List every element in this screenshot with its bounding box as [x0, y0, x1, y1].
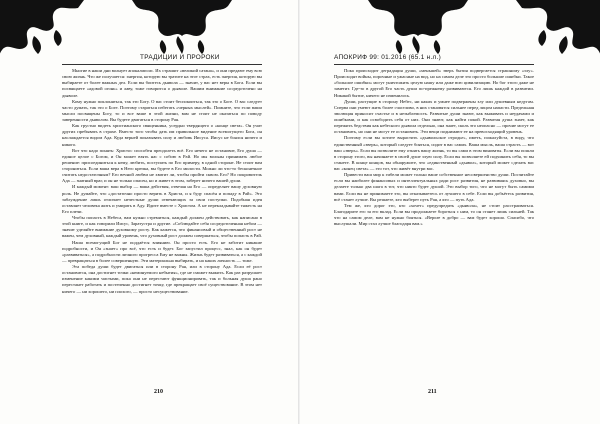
- paragraph: Кому нужно поклоняться, так это Богу. О вас стоит беспокоиться, так это о Боге. О вас следует часто думать, так это о Боге. Поэтому стараться избегать «черных мыслей». Помните, что если ваши мысли посвящены Богу, то и все ваше в этой жизни, вам не стоит не оказаться по поводу заверенности дьяволом. Вы будете двигаться в сторону Рая.: [62, 98, 262, 122]
- body-text: [62, 68, 262, 295]
- right-page: [300, 0, 600, 424]
- paragraph: Чтобы попасть в Небеса, вам нужно стремиться, каждый должен действовать, как написано в этой книге, и как говорили Иисус, Заратустра и другие. «Соблюдайте себя сосредоточенная небом — значит уделяйте внимание духовному росту. Как кажется, что финансовый и общественный рост не важен, чем духовный, каждый уровень, что духовный рост должен совершаться, чтобы попасть в Рай.: [62, 215, 262, 239]
- paragraph: Как грустно видеть христианского священника, усердно твердящего о «конце света». Он учит других пребывать в страхе. Вместо того чтобы дать им правильное видение всемогущего Бога, он наслаждается видом Ада. Куда верней показывать силу и любовь Иисуса. Иисус не боялся ничего и никого.: [62, 123, 262, 147]
- body-text: [334, 68, 534, 227]
- running-head: АПОКРИФ 99: 01.2016 (65.1 н.л.): [334, 54, 442, 61]
- paragraph: Души, растущие в сторону Небес, ни каких и умнее подвержены злу или душевным недугам. Сперва они умеют жить более счастливо, в них становятся сильнее перед лицом напасти. Предельная эволюция приносит счастье и в незыблемость. Развитые души знают, как выживать и неудачами и ошибками, и как освободить себя от них. Они знают, как найти покой. Развитая душа знает, как пережить бедствия как небесного дьявола отдельно, она знает, сколь это неопасно — прочие могут ее остановить, но они не могут ее остановить. Эти вещи поднимают ее на превосходящий уровень.: [334, 98, 534, 135]
- corner-ornament-left: [0, 0, 84, 62]
- header-rule: [334, 64, 534, 65]
- page-number: 210: [154, 389, 163, 395]
- center-ornament-right: [368, 0, 468, 62]
- paragraph: И каждый момент: ваш выбор — ваша действия, отвечая на Его — определяет вашу духовную роль. Не думайте, что «достаточно просто верить в Христа, и я буду спасён и попаду в Рай». Это заблуждение лишь отличает нечестные души отвечающих за свои поступки. Подобная идея оставляет человека жить и умирать в Аду. Идите вместе с Христом. А не перекладывайте тяжесть на Его плечи.: [62, 184, 262, 214]
- paragraph: Пока происходит деградация души, «меньшей» зверь бытия подвергается страшному «злу». Происходят войны, порочные и ужасные на вид, но на самом деле это просто большие ошибки. Такое «большое ошибки» могут уничтожить целую нашу или даже всю цивилизацию. Но бог этого даже не заметит. Где-то в другой Его часть души по-прежнему развиваются. Его лишь каждой в развитии. Никакой бытие, ничего не изменилось.: [334, 68, 534, 98]
- paragraph: Привести ваш мир к гибели может только ваше собственное несовершенство души. Посчитайте если вы наиболее финансовых и интеллектуальных ради рост развития, не развиваясь духовно, вы делаете только два шага в тот, что никто будет душой. Это выбор того, что не могут быть самими вами. Если вы не принимаете это, вы отказываетесь от лучшего в себе. Если вы добьётесь развития, всё станет лучше. Вы решаете, кто выберет путь Рая, а кто — путь Ада.: [334, 172, 534, 202]
- corner-ornament-right: [516, 0, 600, 62]
- center-ornament-left: [132, 0, 232, 62]
- paragraph: Наша всемогущий Бог не поддаётся влиянию. Он просто есть. Его не заботит никакие подробности, и Он «знает» про всё, что есть и будет. Бог запустил процесс, знал, как он будет «развиваться», а подробности личного прогресса Ему не важны. Жизнь будет развиваться, а с каждой — превращаться в более совершенную. Эти материальна выбирать, и на каких личность — тоже.: [62, 239, 262, 263]
- paragraph: Многие в наши дни волнует апокалипсис. Их страшит «великий сатана», и они предают ему всю свою жизнь. Что же получается: энергия, которую вы тратите на этот страх, есть энергия, которую вы выбираете от более важных дел. Если вы боитесь дьявола — значит, у вас нет веры в Бога. Если вы посвящаете «адовой огонь» и лаву, тоже говорится о дьяволе. Вашим внимание сосредоточено на дьяволе.: [62, 68, 263, 98]
- paragraph: Эта победа души будет двигаться или в сторону Рая, или в сторону Ада. Если её рост остановится, она достигнет точки «неминуемого небытия», где не сможет выжить. Как раз разрушает изменение какими чистыми, пока они не перестают функционировать, так и больная душа рано перестанет работать и постепенно достигнет точку, где прекращает своё существование. В этом нет ничего — ни хорошего, ни плохого, — просто несуществование.: [62, 264, 262, 294]
- paragraph: Поэтому если вы хотите вырастить «дьявольское отродье», иметь, пожалуйста, в виду, что единственный «зверь», который следует бояться, сидит в вас самих. Ваша мысль, ваша страсть — вот ваш «зверь». Если вы позволите ему отнять вашу жизнь, то вы сами в этом виноваты. Если вы пошли в сторону этого, вы начинаете в своей душе злую силу. Если вы позволяете ей подчинить себя, то вы станете. В конце концов, вы обнаружите, что «единственный «дьявол», который может сделать вас вас «конец света» — это тот, что живёт внутри вас.: [334, 135, 534, 171]
- header-rule: [62, 64, 262, 65]
- page-number: 211: [428, 389, 437, 395]
- running-head: ТРАДИЦИИ И ПРОРОКИ: [140, 54, 220, 61]
- paragraph: Тем же, кто дорог это, кто «хочет» предупредить «дьявола», не стоит расстраиваться. Благодарите его за его вклад. Если вы продолжаете бороться с ним, то он станет лишь сильней. Так что на самом деле, вам не нужно бояться. «Верьте в добро — вам будет хорошо. Спасибо, что выслушали. Мир стал лучше благодаря вам.»: [334, 202, 534, 227]
- paragraph: Вот что надо понять: Христос способен преодолеть всё. Его нечего не остановит, Его душа — единое целое с Богом, и Он может взять нас с собою в Рай. Но мы вольны принимать любое решение: присоединиться к нему, любить, поступить по Его примеру, в одной стороне. Не стоит вам сторониться. Если ваша вера в Него крепка, вы будете в Его милости. Можно ли что-то бесконечное считать недостаточным? Его вечной любви не хватит ли, чтобы пройти сквозь Его? Но покровитель Ада — знатный враг, и он не только опасен, но и живет в этом, заберет ничего вашей души.: [62, 147, 262, 184]
